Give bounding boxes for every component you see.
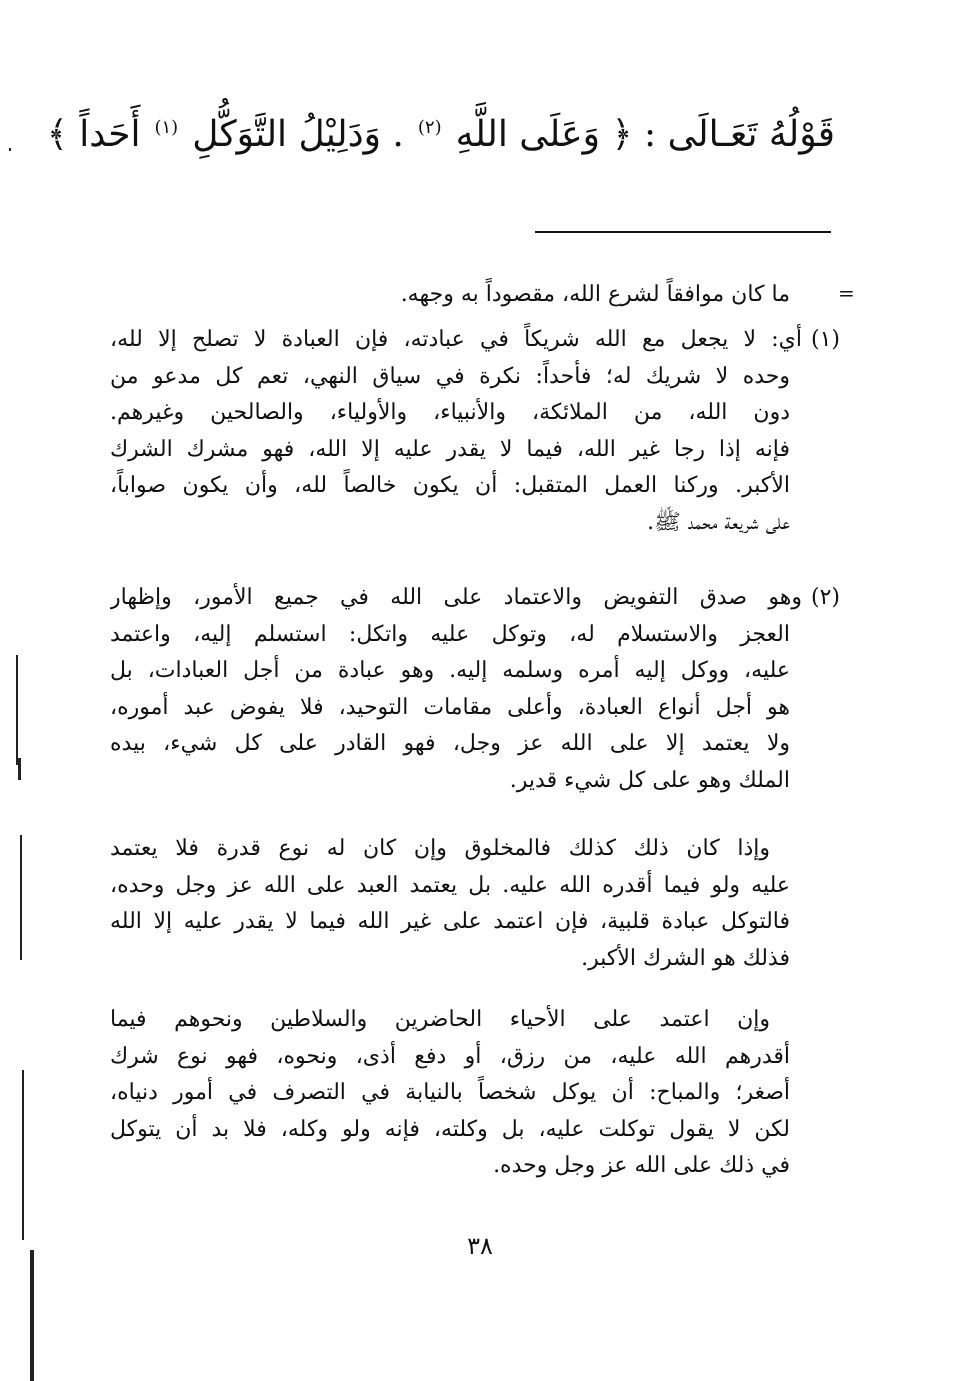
footnote-line: على شريعة محمد ﷺ. xyxy=(647,509,790,535)
main-text-segment: أَحَداً ﴾ xyxy=(46,114,141,155)
footnote-line: فإنه إذا رجا غير الله، فيما لا يقدر عليه إلا الله، فهو مشرك الشرك xyxy=(110,436,790,462)
footnote-line: الأكبر. وركنا العمل المتقبل: أن يكون خالصاً لله، وأن يكون صواباً، xyxy=(110,473,790,498)
footnote-line: ولا يعتمد إلا على الله عز وجل، فهو القادر على كل شيء، بيده xyxy=(110,731,790,756)
footnote-paragraph xyxy=(110,1002,840,1185)
footnote-separator xyxy=(535,231,831,233)
footnote-line: أقدرهم الله عليه، من رزق، أو دفع أذى، ونحوه، فهو نوع شرك xyxy=(110,1043,790,1069)
footnote-line: عليه، ووكل إليه أمره وسلمه إليه. وهو عبادة من أجل العبادات، بل xyxy=(110,658,790,683)
footnote-line: فذلك هو الشرك الأكبر. xyxy=(581,945,790,971)
footnote-line: وإن اعتمد على الأحياء الحاضرين والسلاطين ونحوهم فيما xyxy=(110,1007,770,1032)
main-text-line xyxy=(46,88,835,168)
footnote-number: (٢) xyxy=(810,585,840,610)
footnote-line: ما كان موافقاً لشرع الله، مقصوداً به وجهه. xyxy=(400,282,790,307)
footnote-line: (٢)وهو صدق التفويض والاعتماد على الله في جميع الأمور، وإظهار xyxy=(110,580,840,617)
footnote-line: أصغر؛ والمباح: أن يوكل شخصاً بالنيابة في التصرف في أمور دنياه، xyxy=(110,1080,790,1105)
continuation-mark: = xyxy=(838,281,855,305)
footnote-line: فالتوكل عبادة قلبية، فإن اعتمد على غير الله فيما لا يقدر عليه إلا الله xyxy=(110,909,791,934)
scan-mark xyxy=(9,148,11,151)
scan-mark xyxy=(20,835,22,960)
footnote-2 xyxy=(110,580,840,799)
footnote-line: عليه ولو فيما أقدره الله عليه. بل يعتمد العبد على الله عز وجل وحده، xyxy=(110,872,791,898)
scan-mark xyxy=(22,1070,24,1240)
footnote-continuation xyxy=(110,277,840,314)
footnote-line: في ذلك على الله عز وجل وحده. xyxy=(493,1153,790,1178)
footnote-line: هو أجل أنواع العبادة، وأعلى مقامات التوحيد، فلا يفوض عبد أموره، xyxy=(110,694,790,720)
footnote-line: دون الله، من الملائكة، والأنبياء، والأولياء، والصالحين وغيرهم. xyxy=(110,400,790,425)
footnote-ref-1[interactable]: (١) xyxy=(154,117,179,138)
main-text-segment: قَوْلُهُ تَعَـالَى : ﴿ وَعَلَى اللَّهِ xyxy=(455,114,835,155)
scan-mark xyxy=(30,1250,34,1381)
footnote-ref-2[interactable]: (٢) xyxy=(417,117,442,138)
footnote-paragraph xyxy=(110,831,840,977)
footnote-line: الملك وهو على كل شيء قدير. xyxy=(509,767,790,793)
footnote-line: وحده لا شريك له؛ فأحداً: نكرة في سياق النهي، تعم كل مدعو من xyxy=(110,363,790,389)
footnote-line: العجز والاستسلام له، وتوكل عليه واتكل: استسلم إليه، واعتمد xyxy=(110,621,790,647)
footnote-1 xyxy=(110,322,840,541)
main-text-segment: . وَدَلِيْلُ التَّوَكُّلِ xyxy=(192,114,404,155)
page-number: ٣٨ xyxy=(467,1232,493,1260)
footnote-number: (١) xyxy=(810,327,840,352)
footnote-line: لكن لا يقول توكلت عليه، بل وكلته، فإنه ولو وكله، فلا بد أن يتوكل xyxy=(110,1116,790,1142)
footnote-line: وإذا كان ذلك كذلك فالمخلوق وإن كان له نوع قدرة فلا يعتمد xyxy=(110,836,770,861)
scan-mark xyxy=(18,758,21,780)
scan-mark xyxy=(16,655,18,765)
footnote-line: (١)أي: لا يجعل مع الله شريكاً في عبادته، فإن العبادة لا تصلح إلا لله، xyxy=(110,322,840,359)
